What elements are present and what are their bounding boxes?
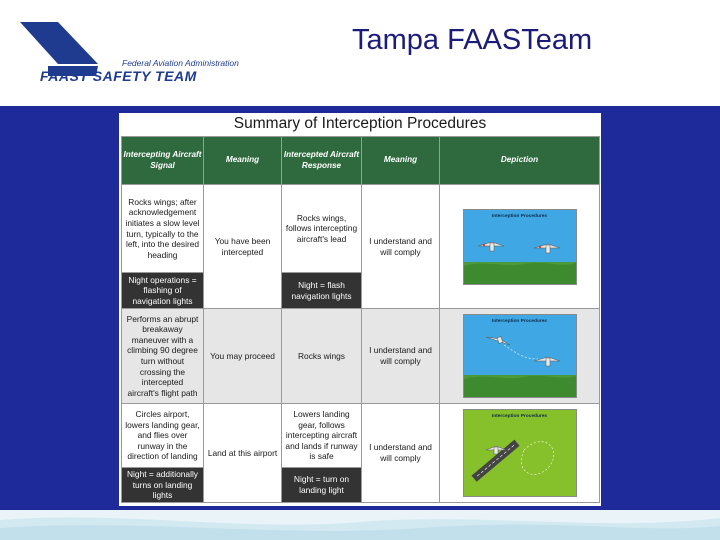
response-text: Rocks wings, follows intercepting aircraft's lead [285, 212, 358, 244]
depiction-title: Interception Procedures [491, 413, 548, 419]
meaning-cell [204, 185, 282, 309]
night-response-cell [282, 468, 362, 503]
response-meaning-cell [362, 185, 440, 309]
column-header: Intercepted Aircraft Response [282, 137, 362, 185]
night-signal-cell [122, 468, 204, 503]
response-meaning-text: I understand and will comply [369, 345, 432, 366]
night-response-text: Night = flash navigation lights [291, 279, 352, 301]
response-text: Rocks wings [297, 350, 345, 361]
table-row [122, 185, 600, 273]
night-response-cell [282, 273, 362, 309]
night-signal-cell [122, 273, 204, 309]
signal-text: Circles airport, lowers landing gear, and flies over runway in the direction of landing [125, 409, 200, 462]
logo-brand-text [40, 68, 197, 84]
interception-summary-card [119, 113, 601, 506]
depiction-cell [440, 309, 600, 404]
response-meaning-text: I understand and will comply [369, 442, 432, 463]
response-cell [282, 404, 362, 468]
response-meaning-cell [362, 404, 440, 503]
response-text: Lowers landing gear, follows intercepting aircraft and lands if runway is safe [285, 409, 358, 462]
response-cell [282, 185, 362, 273]
table-row [122, 404, 600, 468]
interception-table [121, 136, 600, 503]
response-cell [282, 309, 362, 404]
breakaway-depiction-icon [464, 315, 576, 397]
depiction-title: Interception Procedures [491, 319, 548, 324]
landing-depiction-icon [464, 410, 576, 496]
interception-depiction-icon [464, 210, 576, 284]
signal-cell [122, 404, 204, 468]
depiction-image [463, 314, 577, 398]
signal-cell [122, 185, 204, 273]
signal-cell [122, 309, 204, 404]
wave-decoration-icon [0, 510, 720, 540]
logo-agency-text: Federal Aviation Administration [122, 58, 239, 68]
meaning-text: You may proceed [210, 350, 275, 361]
card-title: Summary of Interception Procedures [233, 115, 487, 132]
column-header: Depiction [440, 137, 600, 185]
depiction-image [463, 409, 577, 497]
response-meaning-cell [362, 309, 440, 404]
logo-brand-rest: SAFETY TEAM [92, 68, 197, 84]
meaning-text: You have been intercepted [214, 235, 271, 257]
response-meaning-text: I understand and will comply [369, 235, 432, 257]
signal-text: Rocks wings; after acknowledgement initiates a slow level turn, typically to the left, into the desired heading [125, 196, 200, 260]
signal-text: Performs an abrupt breakaway maneuver with a climbing 90 degree turn without crossing the intercepted aircraft's flight path [126, 313, 199, 398]
night-signal-text: Night = additionally turns on landing lights [127, 469, 198, 501]
faast-logo [18, 14, 239, 84]
column-header: Meaning [362, 137, 440, 185]
depiction-cell [440, 404, 600, 503]
depiction-cell [440, 185, 600, 309]
meaning-text: Land at this airport [207, 447, 278, 458]
table-row [122, 309, 600, 404]
meaning-cell [204, 309, 282, 404]
meaning-cell [204, 404, 282, 503]
logo-brand-short: FAAST [40, 68, 89, 84]
footer-wave [0, 510, 720, 540]
column-header: Intercepting Aircraft Signal [122, 137, 204, 185]
table-header-row [122, 137, 600, 185]
column-header: Meaning [204, 137, 282, 185]
slide-header [0, 0, 720, 106]
depiction-image [463, 209, 577, 285]
night-response-text: Night = turn on landing light [293, 474, 350, 495]
page-title: Tampa FAASTeam [352, 24, 593, 56]
depiction-title: Interception Procedures [491, 213, 548, 219]
night-signal-text: Night operations = flashing of navigation lights [128, 274, 197, 306]
